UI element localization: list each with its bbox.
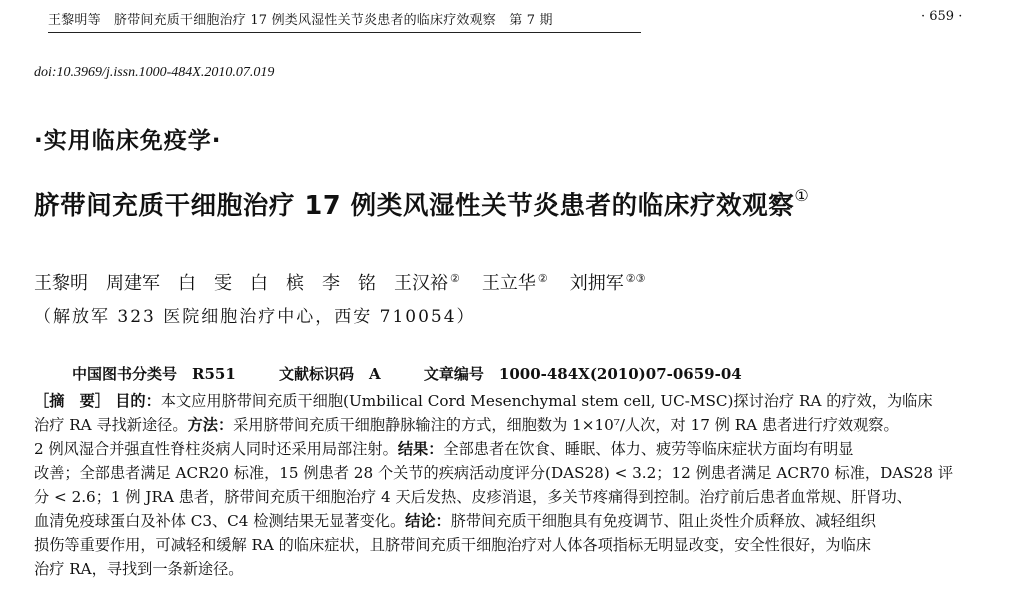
column-heading: ·实用临床免疫学· — [34, 128, 222, 154]
abstract-text: 采用脐带间充质干细胞静脉输注的方式，细胞数为 1×10⁷/人次，对 17 例 RA 患者进行疗效观察。 — [233, 416, 899, 434]
article-title — [34, 186, 809, 222]
page-number: · 659 · — [921, 9, 963, 24]
abstract-text: 治疗 RA 寻找新途径。 — [34, 416, 188, 434]
author-list — [34, 269, 667, 295]
abstract — [34, 389, 1004, 581]
abstract-keyword: 方法： — [187, 416, 234, 434]
author-name: 王汉裕 — [394, 273, 448, 294]
abstract-line — [34, 413, 1004, 437]
abstract-line — [34, 509, 1004, 533]
doi: doi:10.3969/j.issn.1000-484X.2010.07.019 — [34, 65, 275, 80]
author-name: 白 槟 — [250, 273, 304, 294]
classification-number: 中国图书分类号 R551 — [72, 365, 236, 383]
abstract-text: 改善；全部患者满足 ACR20 标准，15 例患者 28 个关节的疾病活动度评分(DAS28) < 3.2；12 例患者满足 ACR70 标准，DAS28 评 — [34, 464, 954, 482]
author-name: 周建军 — [106, 273, 160, 294]
title-footnote-mark: ① — [794, 185, 810, 205]
affiliation: （解放军 323 医院细胞治疗中心，西安 710054） — [34, 307, 476, 327]
document-code: 文献标识码 A — [279, 365, 381, 383]
header-rule — [48, 32, 641, 33]
abstract-text: 损伤等重要作用，可减轻和缓解 RA 的临床症状，且脐带间充质干细胞治疗对人体各项指标无明显改变，安全性很好，为临床 — [34, 536, 871, 554]
running-header: 王黎明等 脐带间充质干细胞治疗 17 例类风湿性关节炎患者的临床疗效观察 第 7 期 — [48, 13, 553, 28]
author-affiliation-mark: ②③ — [625, 272, 646, 285]
author-name: 白 雯 — [178, 273, 232, 294]
author-name: 王立华 — [481, 273, 536, 294]
abstract-text: 本文应用脐带间充质干细胞(Umbilical Cord Mesenchymal stem cell, UC-MSC)探讨治疗 RA 的疗效，为临床 — [160, 392, 933, 410]
author-name: 李 铭 — [322, 273, 376, 294]
title-text: 脐带间充质干细胞治疗 17 例类风湿性关节炎患者的临床疗效观察 — [34, 191, 795, 221]
abstract-text: 脐带间充质干细胞具有免疫调节、阻止炎性介质释放、减轻组织 — [450, 512, 876, 530]
author-affiliation-mark: ② — [537, 272, 548, 285]
abstract-keyword: ［摘 要］ 目的： — [34, 392, 161, 410]
abstract-line — [34, 557, 1004, 581]
abstract-keyword: 结论： — [405, 512, 451, 530]
abstract-text: 2 例风湿合并强直性脊柱炎病人同时还采用局部注射。 — [34, 440, 398, 458]
abstract-text: 分 < 2.6；1 例 JRA 患者，脐带间充质干细胞治疗 4 天后发热、皮疹消退，多关节疼痛得到控制。治疗前后患者血常规、肝肾功、 — [34, 488, 912, 506]
abstract-keyword: 结果： — [397, 440, 444, 458]
abstract-line — [34, 533, 1004, 557]
abstract-line — [34, 485, 1004, 509]
abstract-text: 全部患者在饮食、睡眠、体力、疲劳等临床症状方面均有明显 — [443, 440, 854, 458]
author-name: 王黎明 — [34, 273, 88, 294]
abstract-line — [34, 437, 1004, 461]
author-affiliation-mark: ② — [450, 272, 460, 285]
article-number: 文章编号 1000-484X(2010)07-0659-04 — [423, 365, 742, 383]
abstract-line — [34, 461, 1004, 485]
abstract-text: 治疗 RA，寻找到一条新途径。 — [34, 560, 244, 578]
article-meta — [72, 363, 780, 384]
abstract-line — [34, 389, 1004, 413]
author-name: 刘拥军 — [569, 273, 624, 294]
abstract-text: 血清免疫球蛋白及补体 C3、C4 检测结果无显著变化。 — [34, 512, 406, 530]
